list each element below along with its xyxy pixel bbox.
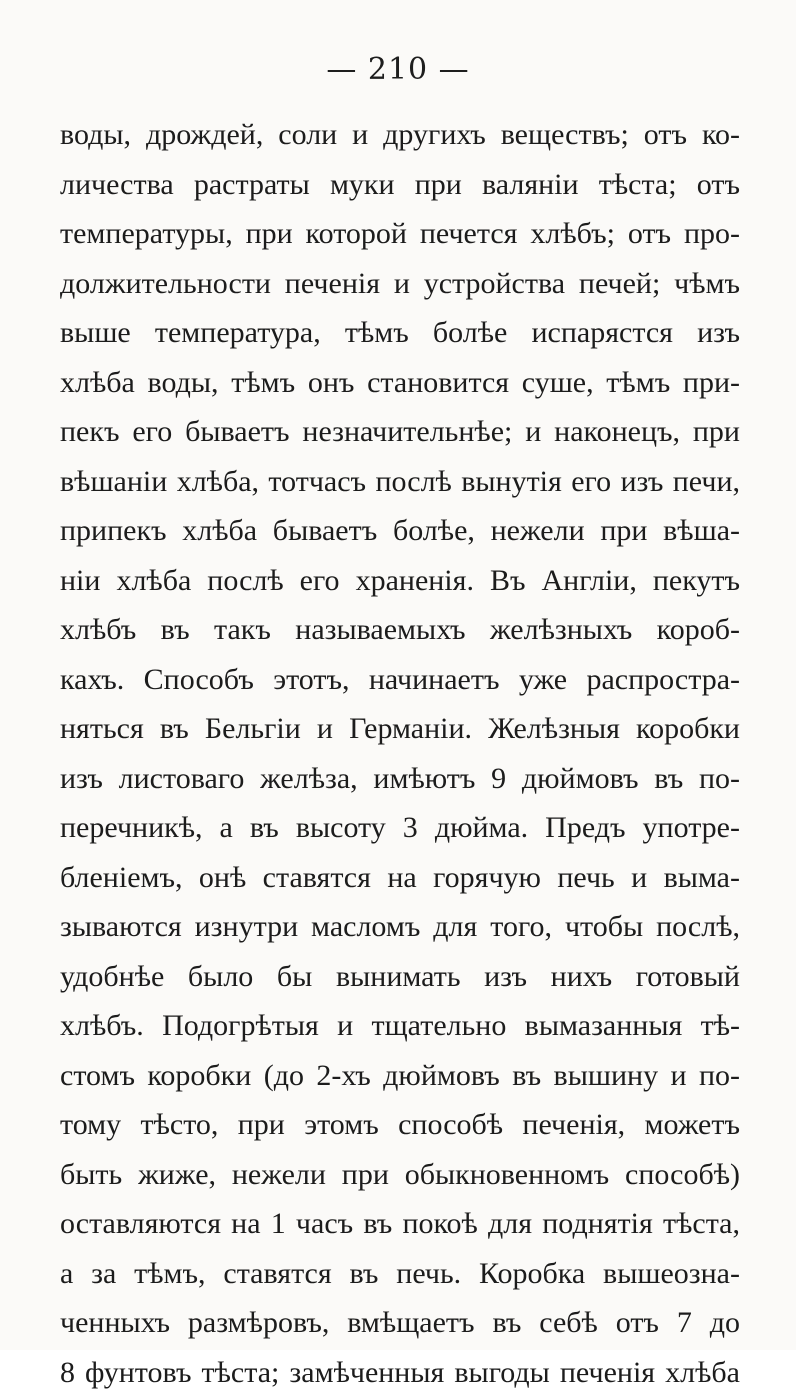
text-line: быть жиже, нежели при обыкновенномъ способѣ) <box>60 1150 740 1200</box>
text-line: зываются изнутри масломъ для того, чтобы послѣ, <box>60 902 740 952</box>
text-line: 8 фунтовъ тѣста; замѣченныя выгоды печенія хлѣба <box>60 1348 740 1397</box>
text-line: вѣшаніи хлѣба, тотчасъ послѣ вынутія его изъ печи, <box>60 457 740 507</box>
text-line: ченныхъ размѣровъ, вмѣщаетъ въ себѣ отъ 7 до <box>60 1298 740 1348</box>
body-text <box>60 110 740 1397</box>
text-line: стомъ коробки (до 2-хъ дюймовъ въ вышину и по- <box>60 1051 740 1101</box>
text-line: тому тѣсто, при этомъ способѣ печенія, можетъ <box>60 1100 740 1150</box>
text-line: воды, дрождей, соли и другихъ веществъ; отъ ко- <box>60 110 740 160</box>
text-line: припекъ хлѣба бываетъ болѣе, нежели при вѣша- <box>60 506 740 556</box>
text-line: а за тѣмъ, ставятся въ печь. Коробка вышеозна- <box>60 1249 740 1299</box>
text-line: хлѣба воды, тѣмъ онъ становится суше, тѣмъ при- <box>60 358 740 408</box>
text-line: оставляются на 1 часъ въ покоѣ для поднятія тѣста, <box>60 1199 740 1249</box>
text-line: пекъ его бываетъ незначительнѣе; и наконецъ, при <box>60 407 740 457</box>
text-line: должительности печенія и устройства печей; чѣмъ <box>60 259 740 309</box>
text-line: выше температура, тѣмъ болѣе испарястся изъ <box>60 308 740 358</box>
text-line: хлѣбъ. Подогрѣтыя и тщательно вымазанныя тѣ- <box>60 1001 740 1051</box>
text-line: изъ листоваго желѣза, имѣютъ 9 дюймовъ въ по- <box>60 754 740 804</box>
text-line: удобнѣе было бы вынимать изъ нихъ готовый <box>60 952 740 1002</box>
text-line: няться въ Бельгіи и Германіи. Желѣзныя коробки <box>60 704 740 754</box>
text-line: кахъ. Способъ этотъ, начинаетъ уже распростра- <box>60 655 740 705</box>
text-line: перечникѣ, а въ высоту 3 дюйма. Предъ употре- <box>60 803 740 853</box>
page-number: — 210 — <box>0 52 796 87</box>
text-line: личества растраты муки при валяніи тѣста; отъ <box>60 160 740 210</box>
text-line: ніи хлѣба послѣ его храненія. Въ Англіи, пекутъ <box>60 556 740 606</box>
text-line: хлѣбъ въ такъ называемыхъ желѣзныхъ короб- <box>60 605 740 655</box>
text-line: температуры, при которой печется хлѣбъ; отъ про- <box>60 209 740 259</box>
text-line: бленіемъ, онѣ ставятся на горячую печь и выма- <box>60 853 740 903</box>
